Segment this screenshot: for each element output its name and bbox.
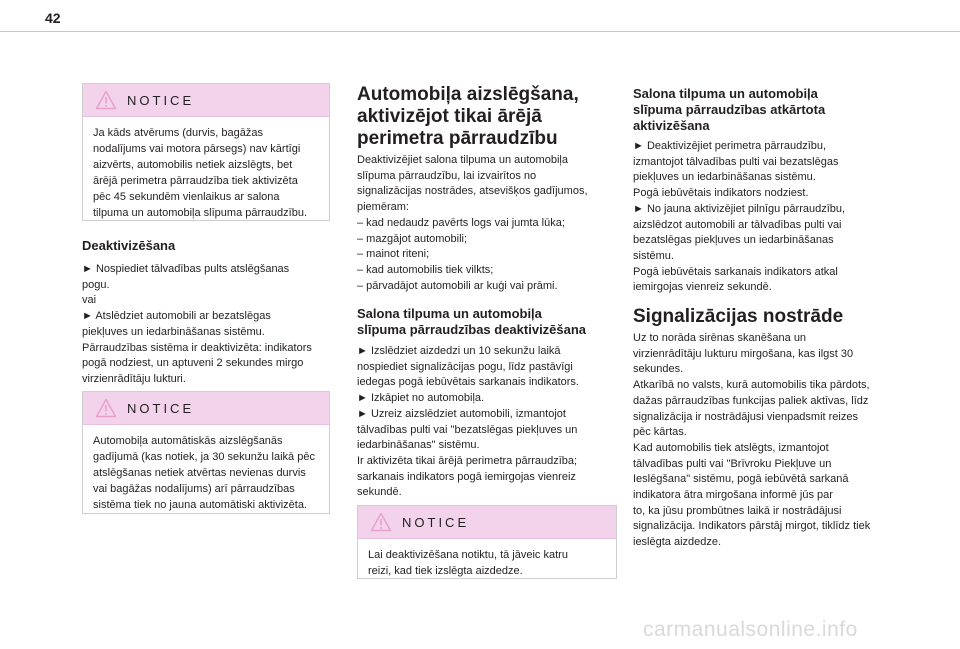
text-line: indikatora ātra mirgošana informē jūs par (633, 489, 833, 502)
text-line: slīpuma pārraudzību, lai izvairītos no (357, 169, 537, 182)
text-line: – mazgājot automobili; (357, 232, 468, 245)
section-heading-deactivation: Deaktivizēšana (82, 238, 176, 253)
text-line: virzienrādītāju lukturu mirgošana, kas ilgst 30 (633, 347, 854, 360)
text-line: dažas pārraudzības funkcijas paliek aktīvas, līdz (633, 394, 869, 407)
text-line: iemirgojas vienreiz sekundē. (633, 281, 772, 294)
heading-line: perimetra pārraudzību (357, 128, 558, 149)
text-line: bezatslēgas piekļuves un iedarbināšanas (633, 234, 834, 247)
text-line: iedarbināšanas" sistēmu. (357, 439, 480, 452)
text-line: Deaktivizējiet salona tilpuma un automobiļa (357, 154, 568, 166)
heading-line: aktivizējot tikai ārējā (357, 106, 542, 127)
text-line: vai bagāžas nodalījums) arī pārraudzības (93, 483, 295, 495)
notice-header (83, 392, 329, 425)
heading-line: slīpuma pārraudzības atkārtota (633, 102, 826, 117)
interior-deactivation-text (357, 344, 579, 501)
notice-box-3 (357, 505, 617, 579)
text-line: tilpuma un automobiļa slīpuma pārraudzību. (93, 207, 308, 219)
text-line: nodalījums vai motora pārsegs) nav kārtīgi (93, 143, 301, 155)
text-line: nospiediet signalizācijas pogu, līdz pastāvīgi (357, 360, 573, 373)
text-line: Uz to norāda sirēnas skanēšana un (633, 332, 807, 344)
reactivation-text (633, 139, 845, 296)
text-line: ► No jauna aktivizējiet pilnīgu pārraudzību, (633, 202, 846, 215)
watermark-text: carmanualsonline.info (643, 618, 858, 641)
top-divider (0, 31, 960, 32)
text-line: ieslēgta aizdedze. (633, 536, 722, 549)
notice-title: NOTICE (402, 515, 470, 530)
warning-triangle-icon (370, 512, 392, 532)
heading-line: Automobiļa aizslēgšana, (357, 84, 579, 105)
text-line: ► Uzreiz aizslēdziet automobili, izmantojot (357, 407, 566, 420)
text-line: sekundē. (357, 486, 402, 499)
text-line: izmantojot tālvadības pulti vai bezatslēgas (633, 155, 839, 168)
section-heading-reactivation (633, 86, 825, 134)
notice-title: NOTICE (127, 401, 195, 416)
text-line: tālvadības pulti vai "bezatslēgas piekļuves un (357, 423, 578, 436)
notice-text (358, 539, 616, 587)
text-line: – kad nedaudz pavērts logs vai jumta lūka; (357, 216, 565, 229)
text-line: signalizācijas nostrādes, atsevišķos gadījumos, (357, 185, 588, 198)
text-line: reizi, kad tiek izslēgta aizdedze. (368, 565, 523, 577)
text-line: sarkanais indikators pogā iemirgojas vienreiz (357, 470, 576, 483)
text-line: tālvadības pulti vai "Brīvroku Piekļuve un (633, 457, 832, 470)
notice-title: NOTICE (127, 93, 195, 108)
perimeter-lock-text (357, 153, 588, 294)
text-line: piemēram: (357, 201, 409, 214)
text-line: Pogā iebūvētais indikators nodziest. (633, 187, 809, 200)
alarm-text (633, 331, 870, 551)
heading-line: aktivizēšana (633, 118, 710, 133)
text-line: Automobiļa automātiskās aizslēgšanās (93, 435, 283, 447)
text-line: ► Izkāpiet no automobiļa. (357, 392, 485, 405)
text-line: iedegas pogā iebūvētais sarkanais indikators. (357, 376, 579, 389)
heading-line: slīpuma pārraudzības deaktivizēšana (357, 322, 587, 337)
notice-box-2 (82, 391, 330, 514)
text-line: ārējā perimetra pārraudzība tiek aktivizēta (93, 175, 298, 187)
text-line: vai (82, 294, 97, 307)
text-line: sistēma tiek no jauna automātiski aktivizēta. (93, 499, 307, 511)
text-line: virzienrādītāju lukturi. (82, 372, 186, 385)
text-line: ► Atslēdziet automobili ar bezatslēgas (82, 310, 271, 323)
text-line: Pogā iebūvētais sarkanais indikators atkal (633, 265, 838, 278)
warning-triangle-icon (95, 398, 117, 418)
text-line: pogu. (82, 278, 110, 291)
deactivation-text (82, 262, 312, 388)
text-line: atslēgšanas netiek atvērtas nevienas durvis (93, 467, 306, 479)
text-line: pēc 45 sekundēm vienlaikus ar salona (93, 191, 280, 203)
text-line: ► Izslēdziet aizdedzi un 10 sekunžu laikā (357, 345, 561, 357)
text-line: gadījumā (kas notiek, ja 30 sekunžu laikā pēc (93, 451, 315, 463)
text-line: signalizācija ir nostrādājusi vienpadsmit reizes (633, 410, 858, 423)
text-line: Kad automobilis tiek atslēgts, izmantojot (633, 441, 829, 454)
text-line: sekundes. (633, 363, 684, 376)
text-line: – kad automobilis tiek vilkts; (357, 263, 494, 276)
text-line: signalizācija. Indikators pārstāj mirgot, tiklīdz tiek (633, 520, 871, 533)
text-line: pēc kārtas. (633, 426, 687, 439)
page-number: 42 (45, 10, 61, 26)
text-line: pogā nodziest, un aptuveni 2 sekundes mirgo (82, 357, 304, 370)
text-line: sistēmu. (633, 249, 674, 262)
text-line: Ja kāds atvērums (durvis, bagāžas (93, 127, 263, 139)
section-heading-interior-deactivation (357, 306, 586, 338)
text-line: Lai deaktivizēšana notiktu, tā jāveic katru (368, 549, 568, 561)
text-line: – pārvadājot automobili ar kuģi vai prāmi. (357, 279, 558, 292)
heading-line: Salona tilpuma un automobiļa (357, 306, 542, 321)
text-line: aizvērts, automobilis netiek aizslēgts, bet (93, 159, 293, 171)
notice-box-1 (82, 83, 330, 221)
text-line: Pārraudzības sistēma ir deaktivizēta: indikators (82, 341, 312, 354)
text-line: Ir aktivizēta tikai ārējā perimetra pārraudzība; (357, 454, 578, 467)
text-line: ► Deaktivizējiet perimetra pārraudzību, (633, 140, 827, 152)
notice-header (358, 506, 616, 539)
heading-line: Salona tilpuma un automobiļa (633, 86, 818, 101)
text-line: piekļuves un iedarbināšanas sistēmu. (633, 171, 816, 184)
text-line: ► Nospiediet tālvadības pults atslēgšanas (82, 263, 290, 275)
notice-header (83, 84, 329, 117)
section-heading-perimeter-lock (357, 84, 579, 150)
text-line: Atkarībā no valsts, kurā automobilis tika pārdots, (633, 379, 870, 392)
warning-triangle-icon (95, 90, 117, 110)
text-line: – mainot riteni; (357, 248, 430, 261)
text-line: Ieslēgšana" sistēmu, pogā iebūvētā sarkanā (633, 473, 849, 486)
text-line: aizslēdzot automobili ar tālvadības pulti vai (633, 218, 842, 231)
notice-text (83, 117, 329, 229)
notice-text (83, 425, 329, 521)
text-line: to, ka jūsu prombūtnes laikā ir nostrādājusi (633, 504, 842, 517)
section-heading-alarm: Signalizācijas nostrāde (633, 306, 844, 327)
text-line: piekļuves un iedarbināšanas sistēmu. (82, 325, 265, 338)
